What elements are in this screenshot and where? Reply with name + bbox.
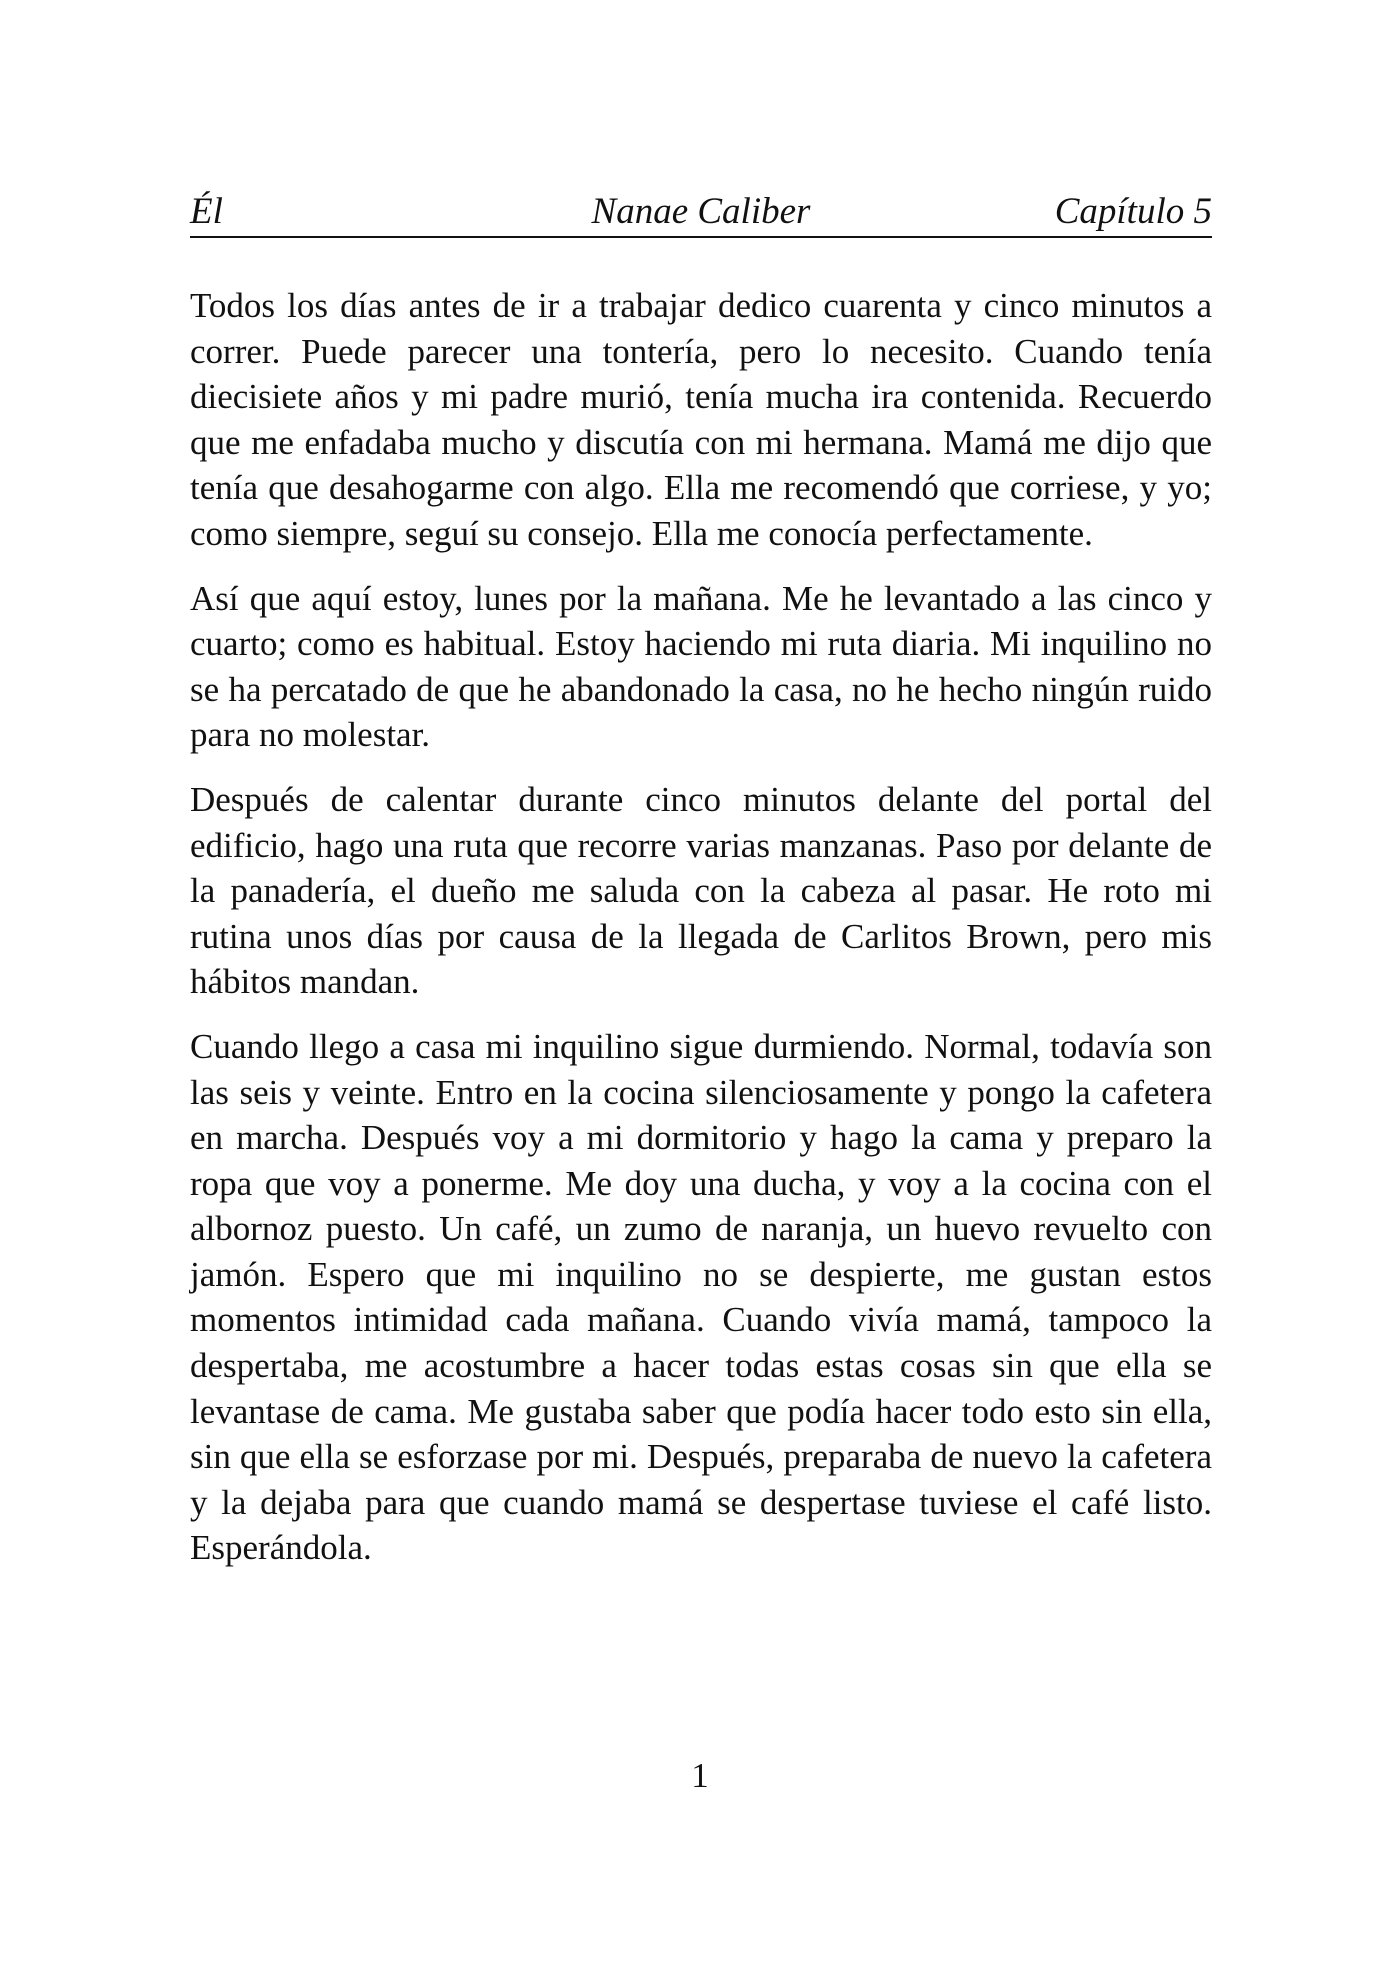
page-number: 1 <box>691 1756 709 1795</box>
header-book-title: Él <box>190 191 223 232</box>
paragraph-1: Todos los días antes de ir a trabajar dedico cuarenta y cinco minutos a correr. Puede parecer una tontería, pero lo necesito. Cuando tenía diecisiete años y mi padre murió, tenía mucha ira contenida. Recuerdo que me enfadaba mucho y discutía con mi hermana. Mamá me dijo que tenía que desahogarme con algo. Ella me recomendó que corriese, y yo; como siempre, seguí su consejo. Ella me conocía perfectamente. <box>190 286 1212 553</box>
paragraph-3: Después de calentar durante cinco minutos delante del portal del edificio, hago una ruta que recorre varias manzanas. Paso por delante de la panadería, el dueño me saluda con la cabeza al pasar. He roto mi rutina unos días por causa de la llegada de Carlitos Brown, pero mis hábitos mandan. <box>190 779 1212 1002</box>
header-author: Nanae Caliber <box>591 191 811 232</box>
paragraph-4: Cuando llego a casa mi inquilino sigue durmiendo. Normal, todavía son las seis y veinte. Entro en la cocina silenciosamente y pongo la cafetera en marcha. Después voy a mi dormitorio y hago la cama y preparo la ropa que voy a ponerme. Me doy una ducha, y voy a la cocina con el albornoz puesto. Un café, un zumo de naranja, un huevo revuelto con jamón. Espero que mi inquilino no se despierte, me gustan estos momentos intimidad cada mañana. Cuando vivía mamá, tampoco la despertaba, me acostumbre a hacer todas estas cosas sin que ella se levantase de cama. Me gustaba saber que podía hacer todo esto sin ella, sin que ella se esforzase por mi. Después, preparaba de nuevo la cafetera y la dejaba para que cuando mamá se despertase tuviese el café listo. Esperándola. <box>190 1026 1212 1568</box>
paragraph-2: Así que aquí estoy, lunes por la mañana. Me he levantado a las cinco y cuarto; como es habitual. Estoy haciendo mi ruta diaria. Mi inquilino no se ha percatado de que he abandonado la casa, no he hecho ningún ruido para no molestar. <box>190 578 1212 755</box>
running-header <box>190 188 1212 238</box>
header-chapter: Capítulo 5 <box>1054 191 1212 232</box>
body-text <box>190 283 1212 1590</box>
